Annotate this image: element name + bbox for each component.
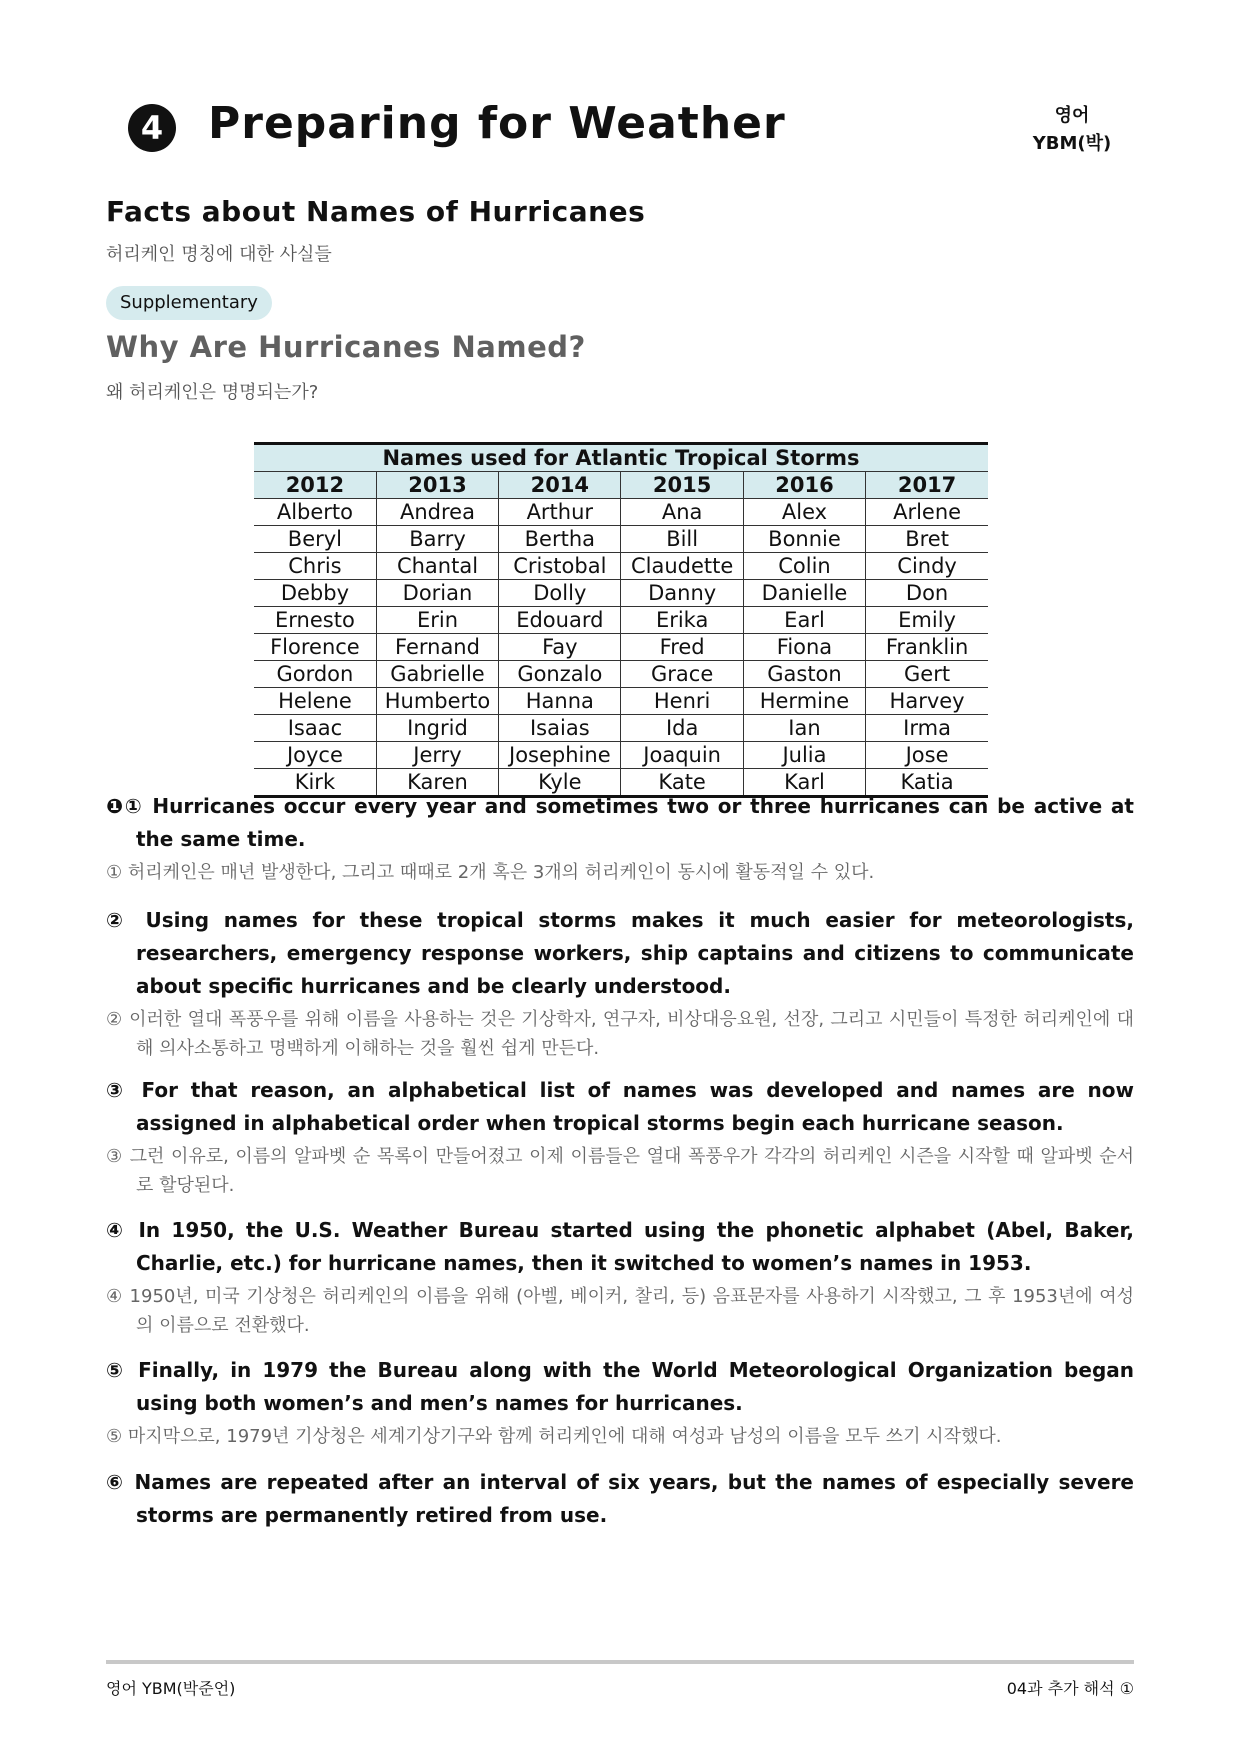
chapter-number-badge: 4 bbox=[128, 104, 176, 152]
year-header: 2017 bbox=[866, 472, 988, 499]
storm-name-cell: Joyce bbox=[254, 742, 376, 769]
english-sentence: ④ In 1950, the U.S. Weather Bureau started using the phonetic alphabet (Abel, Baker, Charlie, etc.) for hurricane names, then it switched to women’s names in 1953. bbox=[106, 1218, 1134, 1275]
storm-name-cell: Gabrielle bbox=[376, 661, 498, 688]
paragraph bbox=[106, 904, 1134, 1063]
storm-name-cell: Danny bbox=[621, 580, 743, 607]
english-sentence: ⑤ Finally, in 1979 the Bureau along with the World Meteorological Organization began using both women’s and men’s names for hurricanes. bbox=[106, 1358, 1134, 1415]
storm-name-cell: Irma bbox=[866, 715, 988, 742]
korean-translation: ③ 그런 이유로, 이름의 알파벳 순 목록이 만들어졌고 이제 이름들은 열대 폭풍우가 각각의 허리케인 시즌을 시작할 때 알파벳 순서로 할당된다. bbox=[106, 1146, 1134, 1196]
storm-name-cell: Debby bbox=[254, 580, 376, 607]
storm-name-cell: Bill bbox=[621, 526, 743, 553]
storm-name-cell: Isaac bbox=[254, 715, 376, 742]
table-row bbox=[254, 742, 988, 769]
paragraph bbox=[106, 1074, 1134, 1200]
table-row bbox=[254, 688, 988, 715]
paragraph bbox=[106, 1466, 1134, 1532]
storm-name-cell: Arlene bbox=[866, 499, 988, 526]
storm-name-cell: Gaston bbox=[743, 661, 865, 688]
supplementary-tag: Supplementary bbox=[106, 286, 272, 320]
storm-name-cell: Harvey bbox=[866, 688, 988, 715]
storm-name-cell: Joaquin bbox=[621, 742, 743, 769]
storm-name-cell: Cindy bbox=[866, 553, 988, 580]
storm-name-cell: Jerry bbox=[376, 742, 498, 769]
korean-translation: ① 허리케인은 매년 발생한다, 그리고 때때로 2개 혹은 3개의 허리케인이 동시에 활동적일 수 있다. bbox=[106, 862, 875, 883]
storm-name-cell: Emily bbox=[866, 607, 988, 634]
storm-name-cell: Fred bbox=[621, 634, 743, 661]
storm-name-cell: Gordon bbox=[254, 661, 376, 688]
storm-name-cell: Kirk bbox=[254, 769, 376, 797]
korean-translation: ④ 1950년, 미국 기상청은 허리케인의 이름을 위해 (아벨, 베이커, 찰리, 등) 음표문자를 사용하기 시작했고, 그 후 1953년에 여성의 이름으로 전환했다. bbox=[106, 1286, 1134, 1336]
storm-name-cell: Cristobal bbox=[499, 553, 621, 580]
table-row bbox=[254, 715, 988, 742]
storm-name-cell: Andrea bbox=[376, 499, 498, 526]
storm-name-cell: Gert bbox=[866, 661, 988, 688]
storm-name-cell: Jose bbox=[866, 742, 988, 769]
storm-name-cell: Julia bbox=[743, 742, 865, 769]
footer-divider bbox=[106, 1660, 1134, 1664]
year-header: 2012 bbox=[254, 472, 376, 499]
year-header: 2014 bbox=[499, 472, 621, 499]
storm-name-cell: Ingrid bbox=[376, 715, 498, 742]
storm-name-cell: Henri bbox=[621, 688, 743, 715]
subject-label bbox=[1012, 102, 1132, 158]
why-heading-translation: 왜 허리케인은 명명되는가? bbox=[106, 382, 319, 403]
paragraph bbox=[106, 1214, 1134, 1340]
storm-name-cell: Gonzalo bbox=[499, 661, 621, 688]
korean-translation: ② 이러한 열대 폭풍우를 위해 이름을 사용하는 것은 기상학자, 연구자, 비상대응요원, 선장, 그리고 시민들이 특정한 허리케인에 대해 의사소통하고 명백하게 이해하는 것을 훨씬 쉽게 만든다. bbox=[106, 1009, 1134, 1059]
table-caption: Names used for Atlantic Tropical Storms bbox=[254, 444, 988, 472]
storm-name-cell: Karen bbox=[376, 769, 498, 797]
table-row bbox=[254, 634, 988, 661]
storm-name-cell: Bertha bbox=[499, 526, 621, 553]
storm-name-cell: Hanna bbox=[499, 688, 621, 715]
subject-name: 영어 bbox=[1054, 105, 1090, 126]
storm-name-cell: Colin bbox=[743, 553, 865, 580]
english-sentence: ❶① Hurricanes occur every year and sometimes two or three hurricanes can be active at the same time. bbox=[106, 794, 1134, 851]
storm-name-cell: Fernand bbox=[376, 634, 498, 661]
table-row bbox=[254, 661, 988, 688]
section-subtitle: 허리케인 명칭에 대한 사실들 bbox=[106, 244, 332, 265]
year-header: 2016 bbox=[743, 472, 865, 499]
storm-name-cell: Fiona bbox=[743, 634, 865, 661]
year-header-row bbox=[254, 472, 988, 499]
storm-name-cell: Ida bbox=[621, 715, 743, 742]
storm-name-cell: Karl bbox=[743, 769, 865, 797]
storm-name-cell: Josephine bbox=[499, 742, 621, 769]
storm-name-cell: Erin bbox=[376, 607, 498, 634]
storm-name-cell: Ian bbox=[743, 715, 865, 742]
storm-name-cell: Alberto bbox=[254, 499, 376, 526]
storm-name-cell: Ana bbox=[621, 499, 743, 526]
storm-name-cell: Beryl bbox=[254, 526, 376, 553]
footer-left: 영어 YBM(박준언) bbox=[106, 1679, 236, 1698]
storm-name-cell: Bret bbox=[866, 526, 988, 553]
storm-name-cell: Alex bbox=[743, 499, 865, 526]
storm-name-cell: Claudette bbox=[621, 553, 743, 580]
english-sentence: ③ For that reason, an alphabetical list of names was developed and names are now assigned in alphabetical order when tropical storms begin each hurricane season. bbox=[106, 1078, 1134, 1135]
year-header: 2013 bbox=[376, 472, 498, 499]
storm-name-cell: Franklin bbox=[866, 634, 988, 661]
year-header: 2015 bbox=[621, 472, 743, 499]
english-sentence: ⑥ Names are repeated after an interval of six years, but the names of especially severe storms are permanently retired from use. bbox=[106, 1470, 1134, 1527]
paragraph bbox=[106, 1354, 1134, 1451]
chapter-title: Preparing for Weather bbox=[208, 98, 786, 149]
storm-names-table bbox=[254, 442, 988, 798]
storm-name-cell: Danielle bbox=[743, 580, 865, 607]
storm-name-cell: Helene bbox=[254, 688, 376, 715]
storm-name-cell: Hermine bbox=[743, 688, 865, 715]
storm-name-cell: Florence bbox=[254, 634, 376, 661]
storm-name-cell: Fay bbox=[499, 634, 621, 661]
footer-page-label: 04과 추가 해석 ① bbox=[1006, 1679, 1134, 1698]
storm-name-cell: Dolly bbox=[499, 580, 621, 607]
paragraph bbox=[106, 790, 1134, 887]
table-row bbox=[254, 499, 988, 526]
section-title: Facts about Names of Hurricanes bbox=[106, 195, 646, 228]
storm-name-cell: Kyle bbox=[499, 769, 621, 797]
storm-name-cell: Kate bbox=[621, 769, 743, 797]
storm-name-cell: Isaias bbox=[499, 715, 621, 742]
storm-name-cell: Edouard bbox=[499, 607, 621, 634]
storm-name-cell: Bonnie bbox=[743, 526, 865, 553]
storm-names-body bbox=[254, 499, 988, 797]
storm-name-cell: Dorian bbox=[376, 580, 498, 607]
storm-name-cell: Erika bbox=[621, 607, 743, 634]
storm-name-cell: Earl bbox=[743, 607, 865, 634]
storm-name-cell: Grace bbox=[621, 661, 743, 688]
table-row bbox=[254, 607, 988, 634]
storm-name-cell: Humberto bbox=[376, 688, 498, 715]
storm-name-cell: Chantal bbox=[376, 553, 498, 580]
storm-name-cell: Don bbox=[866, 580, 988, 607]
storm-name-cell: Chris bbox=[254, 553, 376, 580]
storm-name-cell: Katia bbox=[866, 769, 988, 797]
publisher-name: YBM(박) bbox=[1032, 133, 1112, 154]
korean-translation: ⑤ 마지막으로, 1979년 기상청은 세계기상기구와 함께 허리케인에 대해 여성과 남성의 이름을 모두 쓰기 시작했다. bbox=[106, 1426, 1002, 1447]
english-sentence: ② Using names for these tropical storms makes it much easier for meteorologists, researchers, emergency response workers, ship captains and citizens to communicate about specific hurricanes and be clearly understood. bbox=[106, 908, 1134, 998]
table-row bbox=[254, 526, 988, 553]
table-row bbox=[254, 553, 988, 580]
storm-name-cell: Arthur bbox=[499, 499, 621, 526]
table-row bbox=[254, 580, 988, 607]
storm-name-cell: Barry bbox=[376, 526, 498, 553]
why-heading: Why Are Hurricanes Named? bbox=[106, 330, 586, 364]
storm-name-cell: Ernesto bbox=[254, 607, 376, 634]
